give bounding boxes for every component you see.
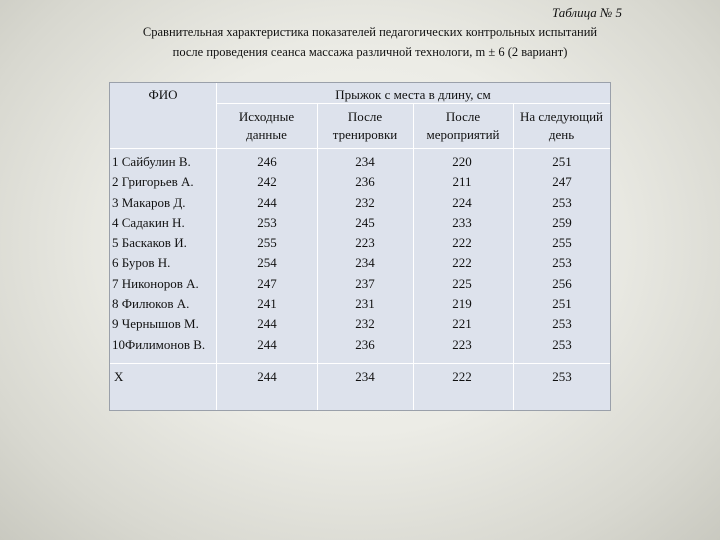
table-cell: 237 bbox=[355, 275, 375, 291]
header-col-after-events: После мероприятий bbox=[426, 109, 500, 142]
table-cell: 222 bbox=[452, 255, 472, 271]
header-col-initial: Исходные данные bbox=[238, 109, 295, 142]
table-cell: 244 bbox=[257, 194, 277, 210]
table-cell: 220 bbox=[452, 154, 472, 169]
table-row-name: 10Филимонов В. bbox=[112, 336, 206, 352]
table-row-name: 8 Филюков А. bbox=[112, 296, 190, 312]
athlete-names bbox=[112, 152, 205, 355]
table-cell: 225 bbox=[452, 275, 472, 291]
table-cell: 211 bbox=[452, 174, 472, 190]
table-cell: 247 bbox=[257, 275, 277, 291]
header-col-after-training: После тренировки bbox=[332, 109, 398, 142]
mean-cell: 234 bbox=[355, 369, 375, 384]
table-cell: 234 bbox=[355, 154, 375, 169]
table-cell: 236 bbox=[355, 174, 375, 190]
mean-cell: 244 bbox=[257, 369, 277, 384]
values-next-day bbox=[517, 152, 607, 355]
table-cell: 224 bbox=[452, 194, 472, 210]
table-row-name: 2 Григорьев А. bbox=[112, 174, 194, 190]
table-cell: 232 bbox=[355, 316, 375, 332]
table-cell: 256 bbox=[552, 275, 572, 291]
header-jump-group: Прыжок с места в длину, см bbox=[335, 87, 491, 102]
table-cell: 253 bbox=[552, 316, 572, 332]
mean-row-label: X bbox=[114, 369, 124, 384]
table-cell: 222 bbox=[452, 235, 472, 251]
results-table bbox=[109, 82, 611, 411]
table-title-line-1: Сравнительная характеристика показателей педагогических контрольных испытаний bbox=[142, 25, 598, 39]
table-row-name: 9 Чернышов М. bbox=[112, 316, 199, 332]
table-title-line-2: после проведения сеанса массажа различной технологи, m ± 6 (2 вариант) bbox=[172, 45, 568, 59]
table-row-name: 1 Сайбулин В. bbox=[112, 154, 191, 169]
table-cell: 242 bbox=[257, 174, 277, 190]
table-row-name: 5 Баскаков И. bbox=[112, 235, 187, 251]
table-row-name: 4 Садакин Н. bbox=[112, 214, 185, 230]
table-cell: 253 bbox=[257, 214, 277, 230]
table-cell: 236 bbox=[355, 336, 375, 352]
table-cell: 223 bbox=[355, 235, 375, 251]
table-row-name: 3 Макаров Д. bbox=[112, 194, 186, 210]
table-cell: 231 bbox=[355, 296, 375, 312]
table-cell: 244 bbox=[257, 316, 277, 332]
table-cell: 244 bbox=[257, 336, 277, 352]
table-cell: 255 bbox=[257, 235, 277, 251]
table-row-name: 7 Никоноров А. bbox=[112, 275, 199, 291]
row-divider bbox=[110, 148, 610, 149]
table-cell: 221 bbox=[452, 316, 472, 332]
table-cell: 253 bbox=[552, 255, 572, 271]
table-cell: 253 bbox=[552, 336, 572, 352]
table-cell: 223 bbox=[452, 336, 472, 352]
header-fio: ФИО bbox=[148, 87, 178, 102]
table-number: Таблица № 5 bbox=[551, 5, 622, 20]
table-cell: 234 bbox=[355, 255, 375, 271]
table-cell: 259 bbox=[552, 214, 572, 230]
mean-cell: 253 bbox=[552, 369, 572, 384]
values-after-training bbox=[320, 152, 410, 355]
values-initial bbox=[222, 152, 312, 355]
table-cell: 233 bbox=[452, 214, 472, 230]
table-cell: 241 bbox=[257, 296, 277, 312]
table-row-name: 6 Буров Н. bbox=[112, 255, 171, 271]
values-after-events bbox=[417, 152, 507, 355]
table-cell: 251 bbox=[552, 154, 572, 169]
table-cell: 255 bbox=[552, 235, 572, 251]
row-divider bbox=[110, 363, 610, 364]
header-col-next-day: На следующий день bbox=[519, 109, 603, 142]
table-cell: 232 bbox=[355, 194, 375, 210]
table-cell: 219 bbox=[452, 296, 472, 312]
table-cell: 251 bbox=[552, 296, 572, 312]
table-cell: 245 bbox=[355, 214, 375, 230]
table-cell: 247 bbox=[552, 174, 572, 190]
table-cell: 254 bbox=[257, 255, 277, 271]
table-cell: 246 bbox=[257, 154, 277, 169]
mean-cell: 222 bbox=[452, 369, 472, 384]
table-cell: 253 bbox=[552, 194, 572, 210]
